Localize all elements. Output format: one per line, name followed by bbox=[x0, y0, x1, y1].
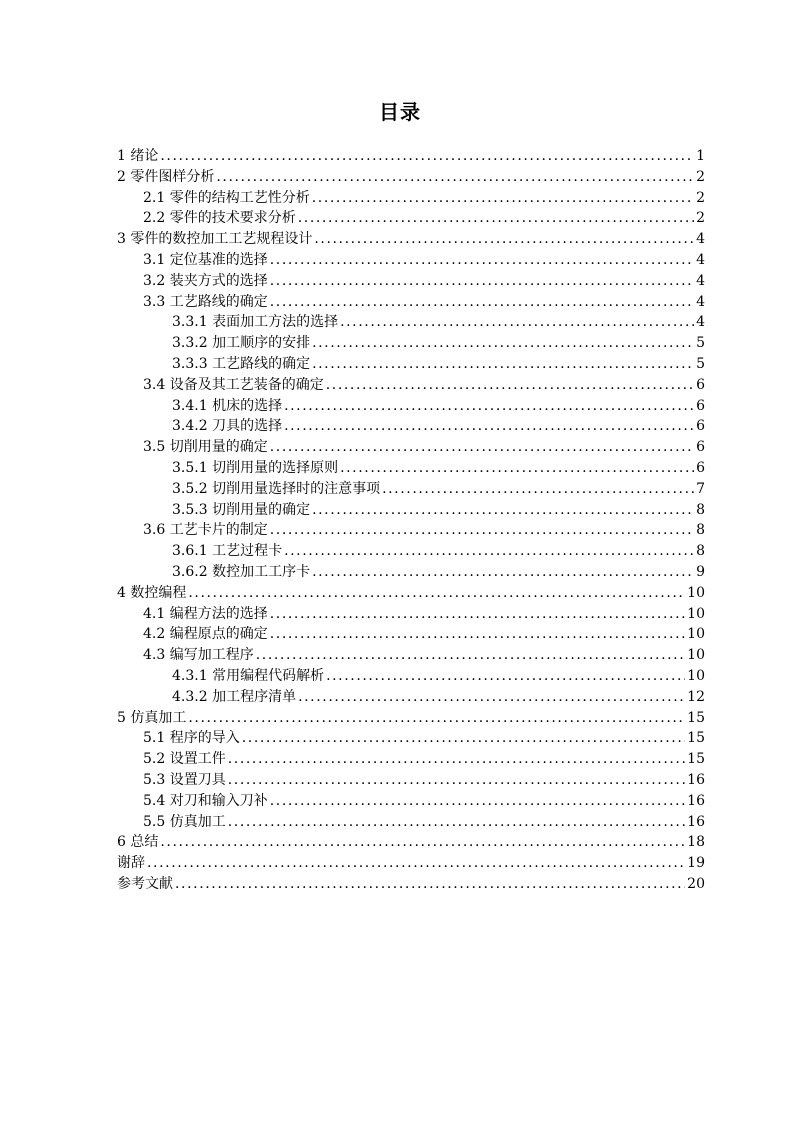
table-of-contents bbox=[117, 146, 705, 895]
toc-entry-label: 1 绪论 bbox=[117, 148, 159, 164]
toc-entry[interactable] bbox=[117, 666, 705, 687]
toc-leader-dots bbox=[284, 416, 694, 437]
toc-entry-page-number: 12 bbox=[687, 688, 705, 705]
toc-entry-page-number: 16 bbox=[687, 792, 705, 809]
toc-entry-label: 6 总结 bbox=[117, 834, 159, 851]
toc-entry[interactable] bbox=[117, 687, 705, 708]
toc-entry-page-number: 2 bbox=[696, 168, 705, 185]
toc-leader-dots bbox=[188, 583, 685, 604]
toc-leader-dots bbox=[326, 666, 685, 687]
toc-entry-page-number: 4 bbox=[696, 251, 705, 268]
toc-entry-page-number: 6 bbox=[696, 397, 705, 414]
toc-leader-dots bbox=[160, 832, 685, 853]
toc-entry-page-number: 6 bbox=[696, 376, 705, 393]
toc-leader-dots bbox=[228, 749, 685, 770]
page-title: 目录 bbox=[379, 100, 421, 124]
toc-entry[interactable] bbox=[117, 229, 705, 250]
toc-entry-page-number: 10 bbox=[687, 647, 705, 664]
toc-entry-page-number: 5 bbox=[696, 355, 705, 372]
toc-entry[interactable] bbox=[117, 271, 705, 292]
toc-entry-label: 4.3.1 常用编程代码解析 bbox=[172, 667, 325, 684]
toc-entry-label: 3.6 工艺卡片的制定 bbox=[143, 522, 268, 539]
toc-leader-dots bbox=[270, 271, 694, 292]
toc-entry-label: 3.3.1 表面加工方法的选择 bbox=[172, 314, 339, 331]
toc-entry-page-number: 20 bbox=[687, 875, 705, 892]
toc-entry-label: 4.1 编程方法的选择 bbox=[143, 605, 268, 622]
toc-entry-label: 2.2 零件的技术要求分析 bbox=[143, 210, 296, 227]
toc-leader-dots bbox=[298, 687, 685, 708]
toc-entry[interactable] bbox=[117, 583, 705, 604]
toc-entry[interactable] bbox=[117, 874, 705, 895]
toc-entry-label: 3 零件的数控加工工艺规程设计 bbox=[117, 231, 313, 248]
toc-leader-dots bbox=[270, 624, 685, 645]
toc-entry-label: 3.3.3 工艺路线的确定 bbox=[172, 355, 311, 372]
toc-entry-page-number: 1 bbox=[696, 148, 705, 164]
toc-leader-dots bbox=[175, 874, 685, 895]
toc-entry[interactable] bbox=[117, 520, 705, 541]
toc-entry-page-number: 8 bbox=[696, 522, 705, 539]
toc-entry[interactable] bbox=[117, 333, 705, 354]
toc-entry-page-number: 5 bbox=[696, 335, 705, 352]
toc-entry[interactable] bbox=[117, 354, 705, 375]
toc-entry-label: 3.5.3 切削用量的确定 bbox=[172, 501, 311, 518]
toc-entry-label: 2.1 零件的结构工艺性分析 bbox=[143, 189, 310, 206]
toc-entry-label: 3.5.1 切削用量的选择原则 bbox=[172, 459, 339, 476]
toc-entry-page-number: 16 bbox=[687, 771, 705, 788]
toc-entry-page-number: 15 bbox=[687, 709, 705, 726]
toc-entry-label: 4.3.2 加工程序清单 bbox=[172, 688, 297, 705]
toc-entry[interactable] bbox=[117, 250, 705, 271]
toc-entry[interactable] bbox=[117, 396, 705, 417]
toc-entry-label: 3.2 装夹方式的选择 bbox=[143, 272, 268, 289]
toc-entry-label: 4.3 编写加工程序 bbox=[143, 647, 254, 664]
toc-entry[interactable] bbox=[117, 292, 705, 313]
toc-entry[interactable] bbox=[117, 749, 705, 770]
toc-leader-dots bbox=[340, 312, 694, 333]
toc-entry-label: 谢辞 bbox=[117, 855, 145, 872]
toc-entry-label: 3.1 定位基准的选择 bbox=[143, 251, 268, 268]
toc-entry[interactable] bbox=[117, 188, 705, 209]
toc-leader-dots bbox=[228, 770, 685, 791]
toc-leader-dots bbox=[270, 791, 685, 812]
toc-entry-page-number: 10 bbox=[687, 667, 705, 684]
toc-leader-dots bbox=[314, 229, 694, 250]
toc-leader-dots bbox=[340, 458, 694, 479]
toc-entry-page-number: 2 bbox=[696, 189, 705, 206]
toc-entry[interactable] bbox=[117, 208, 705, 229]
toc-leader-dots bbox=[298, 208, 694, 229]
toc-leader-dots bbox=[147, 853, 685, 874]
toc-entry-label: 5 仿真加工 bbox=[117, 709, 187, 726]
toc-entry-page-number: 16 bbox=[687, 813, 705, 830]
toc-leader-dots bbox=[284, 396, 694, 417]
toc-leader-dots bbox=[312, 188, 694, 209]
toc-entry-page-number: 4 bbox=[696, 231, 705, 248]
toc-entry-label: 3.5 切削用量的确定 bbox=[143, 439, 268, 456]
toc-leader-dots bbox=[270, 292, 694, 313]
toc-entry-label: 3.4 设备及其工艺装备的确定 bbox=[143, 376, 324, 393]
toc-entry-label: 5.3 设置刀具 bbox=[143, 771, 226, 788]
toc-entry-page-number: 6 bbox=[696, 418, 705, 435]
toc-entry[interactable] bbox=[117, 500, 705, 521]
toc-entry[interactable] bbox=[117, 416, 705, 437]
toc-entry[interactable] bbox=[117, 541, 705, 562]
toc-leader-dots bbox=[228, 812, 685, 833]
toc-entry-label: 3.4.2 刀具的选择 bbox=[172, 418, 283, 435]
toc-entry-label: 4.2 编程原点的确定 bbox=[143, 626, 268, 643]
toc-entry-label: 3.3.2 加工顺序的安排 bbox=[172, 335, 311, 352]
toc-entry-label: 4 数控编程 bbox=[117, 584, 187, 601]
toc-leader-dots bbox=[312, 562, 694, 583]
toc-entry-label: 3.5.2 切削用量选择时的注意事项 bbox=[172, 480, 381, 497]
toc-leader-dots bbox=[326, 375, 694, 396]
toc-entry-page-number: 2 bbox=[696, 210, 705, 227]
toc-entry-label: 3.6.1 工艺过程卡 bbox=[172, 543, 283, 560]
toc-leader-dots bbox=[270, 520, 694, 541]
toc-entry-page-number: 10 bbox=[687, 584, 705, 601]
toc-entry[interactable] bbox=[117, 708, 705, 729]
toc-entry-page-number: 4 bbox=[696, 314, 705, 331]
toc-entry[interactable] bbox=[117, 812, 705, 833]
toc-leader-dots bbox=[242, 728, 685, 749]
toc-entry-page-number: 18 bbox=[687, 834, 705, 851]
toc-entry[interactable] bbox=[117, 167, 705, 188]
toc-entry[interactable] bbox=[117, 770, 705, 791]
toc-leader-dots bbox=[284, 541, 694, 562]
toc-entry[interactable] bbox=[117, 791, 705, 812]
toc-entry-label: 5.4 对刀和输入刀补 bbox=[143, 792, 268, 809]
toc-leader-dots bbox=[270, 604, 685, 625]
toc-entry[interactable] bbox=[117, 458, 705, 479]
toc-entry-page-number: 19 bbox=[687, 855, 705, 872]
toc-entry[interactable] bbox=[117, 728, 705, 749]
toc-entry-page-number: 10 bbox=[687, 605, 705, 622]
toc-leader-dots bbox=[256, 645, 685, 666]
toc-entry[interactable] bbox=[117, 146, 705, 167]
toc-entry-page-number: 7 bbox=[696, 480, 705, 497]
toc-entry-page-number: 8 bbox=[696, 501, 705, 518]
toc-entry-label: 5.1 程序的导入 bbox=[143, 730, 240, 747]
toc-entry[interactable] bbox=[117, 853, 705, 874]
toc-leader-dots bbox=[270, 437, 694, 458]
toc-entry-label: 3.4.1 机床的选择 bbox=[172, 397, 283, 414]
toc-entry-label: 参考文献 bbox=[117, 875, 173, 892]
toc-leader-dots bbox=[312, 333, 694, 354]
toc-entry-page-number: 15 bbox=[687, 751, 705, 768]
toc-leader-dots bbox=[188, 708, 685, 729]
toc-entry[interactable] bbox=[117, 437, 705, 458]
toc-entry[interactable] bbox=[117, 312, 705, 333]
toc-entry-page-number: 9 bbox=[696, 563, 705, 580]
toc-leader-dots bbox=[160, 146, 694, 167]
toc-entry-page-number: 8 bbox=[696, 543, 705, 560]
toc-entry[interactable] bbox=[117, 645, 705, 666]
toc-entry[interactable] bbox=[117, 624, 705, 645]
toc-entry-page-number: 15 bbox=[687, 730, 705, 747]
toc-leader-dots bbox=[312, 500, 694, 521]
toc-entry-label: 3.3 工艺路线的确定 bbox=[143, 293, 268, 310]
toc-leader-dots bbox=[312, 354, 694, 375]
toc-entry[interactable] bbox=[117, 562, 705, 583]
toc-leader-dots bbox=[216, 167, 694, 188]
toc-entry[interactable] bbox=[117, 832, 705, 853]
toc-entry-label: 3.6.2 数控加工工序卡 bbox=[172, 563, 311, 580]
toc-entry[interactable] bbox=[117, 604, 705, 625]
toc-leader-dots bbox=[270, 250, 694, 271]
toc-entry-label: 2 零件图样分析 bbox=[117, 168, 215, 185]
toc-entry-page-number: 4 bbox=[696, 293, 705, 310]
toc-entry[interactable] bbox=[117, 375, 705, 396]
toc-leader-dots bbox=[382, 479, 694, 500]
toc-entry-label: 5.5 仿真加工 bbox=[143, 813, 226, 830]
toc-entry-label: 5.2 设置工件 bbox=[143, 751, 226, 768]
toc-entry[interactable] bbox=[117, 479, 705, 500]
toc-entry-page-number: 4 bbox=[696, 272, 705, 289]
toc-entry-page-number: 6 bbox=[696, 459, 705, 476]
toc-entry-page-number: 6 bbox=[696, 439, 705, 456]
toc-entry-page-number: 10 bbox=[687, 626, 705, 643]
